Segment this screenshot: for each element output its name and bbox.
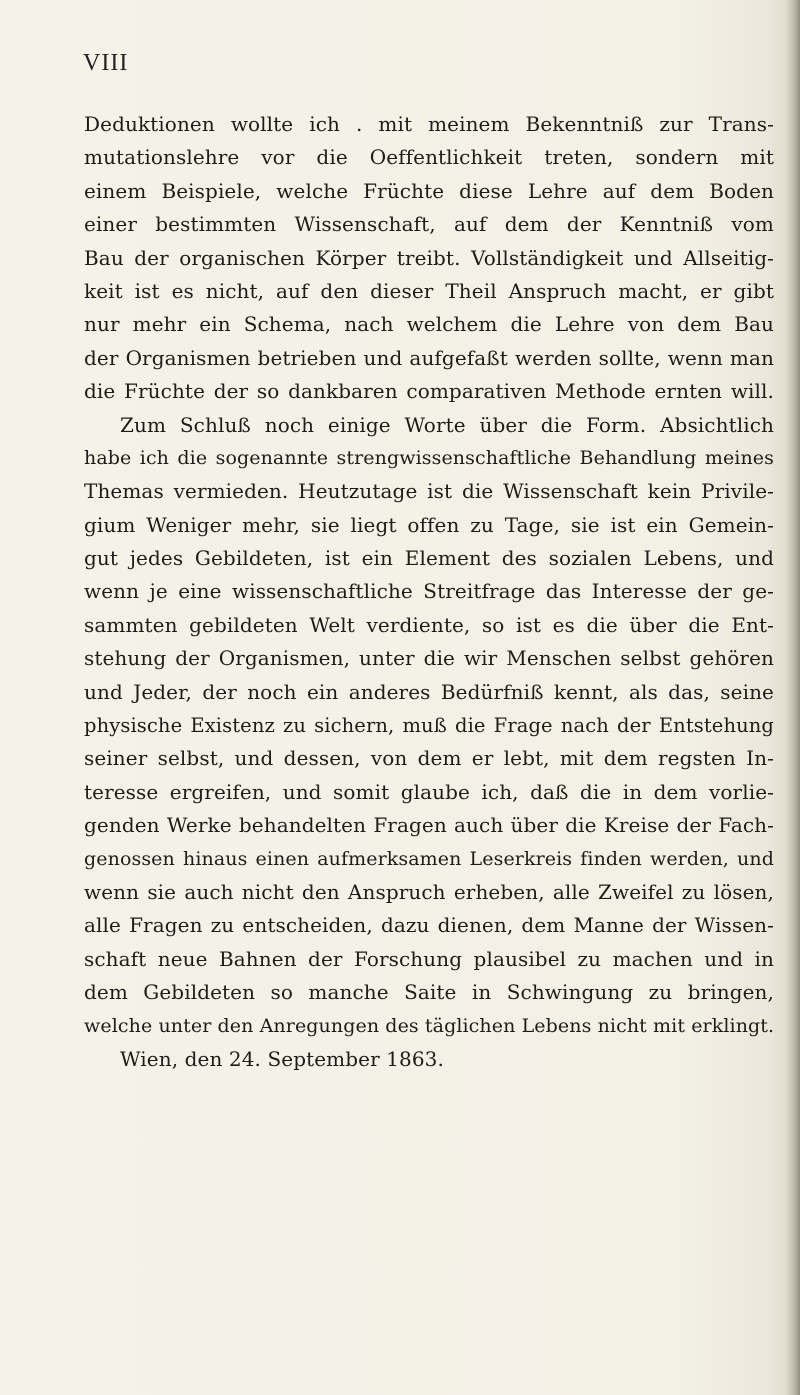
text-line: mutationslehre vor die Oeffentlichkeit treten, sondern mit xyxy=(84,145,774,170)
text-line: habe ich die sogenannte strengwissenschaftliche Behandlung meines xyxy=(84,446,774,469)
text-line: genossen hinaus einen aufmerksamen Leserkreis finden werden, und xyxy=(84,847,774,870)
text-line: nur mehr ein Schema, nach welchem die Lehre von dem Bau xyxy=(84,312,774,337)
text-line: stehung der Organismen, unter die wir Menschen selbst gehören xyxy=(84,646,774,671)
page-edge-shadow xyxy=(786,0,800,1395)
text-line: schaft neue Bahnen der Forschung plausibel zu machen und in xyxy=(84,946,774,971)
text-line: genden Werke behandelten Fragen auch über die Kreise der Fach- xyxy=(84,813,774,838)
body-text xyxy=(84,108,774,1076)
text-line: dem Gebildeten so manche Saite in Schwingung zu bringen, xyxy=(84,980,774,1005)
text-line: Deduktionen wollte ich . mit meinem Bekenntniß zur Trans- xyxy=(84,112,774,136)
text-line: einem Beispiele, welche Früchte diese Lehre auf dem Boden xyxy=(84,178,774,203)
text-line: der Organismen betrieben und aufgefaßt werden sollte, wenn man xyxy=(84,345,774,370)
text-line: gut jedes Gebildeten, ist ein Element des sozialen Lebens, und xyxy=(84,546,774,571)
text-line: welche unter den Anregungen des täglichen Lebens nicht mit erklingt. xyxy=(84,1014,775,1037)
text-line: Bau der organischen Körper treibt. Vollständigkeit und Allseitig- xyxy=(84,245,774,270)
text-line: keit ist es nicht, auf den dieser Theil Anspruch macht, er gibt xyxy=(84,278,774,303)
text-line: seiner selbst, und dessen, von dem er lebt, mit dem regsten In- xyxy=(84,746,774,771)
text-line: Themas vermieden. Heutzutage ist die Wissenschaft kein Privile- xyxy=(84,479,774,504)
text-line: wenn je eine wissenschaftliche Streitfrage das Interesse der ge- xyxy=(84,579,774,604)
text-line: wenn sie auch nicht den Anspruch erheben, alle Zweifel zu lösen, xyxy=(84,879,774,904)
text-line: die Früchte der so dankbaren comparativen Methode ernten will. xyxy=(84,379,774,404)
text-line-paragraph-start: Zum Schluß noch einige Worte über die Form. Absichtlich xyxy=(120,412,774,437)
text-line: physische Existenz zu sichern, muß die Frage nach der Entstehung xyxy=(84,714,774,738)
signature-line: Wien, den 24. September 1863. xyxy=(120,1046,444,1071)
text-line: alle Fragen zu entscheiden, dazu dienen, dem Manne der Wissen- xyxy=(84,913,774,938)
text-line: gium Weniger mehr, sie liegt offen zu Tage, sie ist ein Gemein- xyxy=(84,512,774,537)
text-line: sammten gebildeten Welt verdiente, so ist es die über die Ent- xyxy=(84,612,774,637)
text-line: und Jeder, der noch ein anderes Bedürfniß kennt, als das, seine xyxy=(84,679,774,704)
text-line: einer bestimmten Wissenschaft, auf dem der Kenntniß vom xyxy=(84,212,774,237)
page-number: VIII xyxy=(83,50,129,76)
text-line: teresse ergreifen, und somit glaube ich, daß die in dem vorlie- xyxy=(84,779,774,804)
